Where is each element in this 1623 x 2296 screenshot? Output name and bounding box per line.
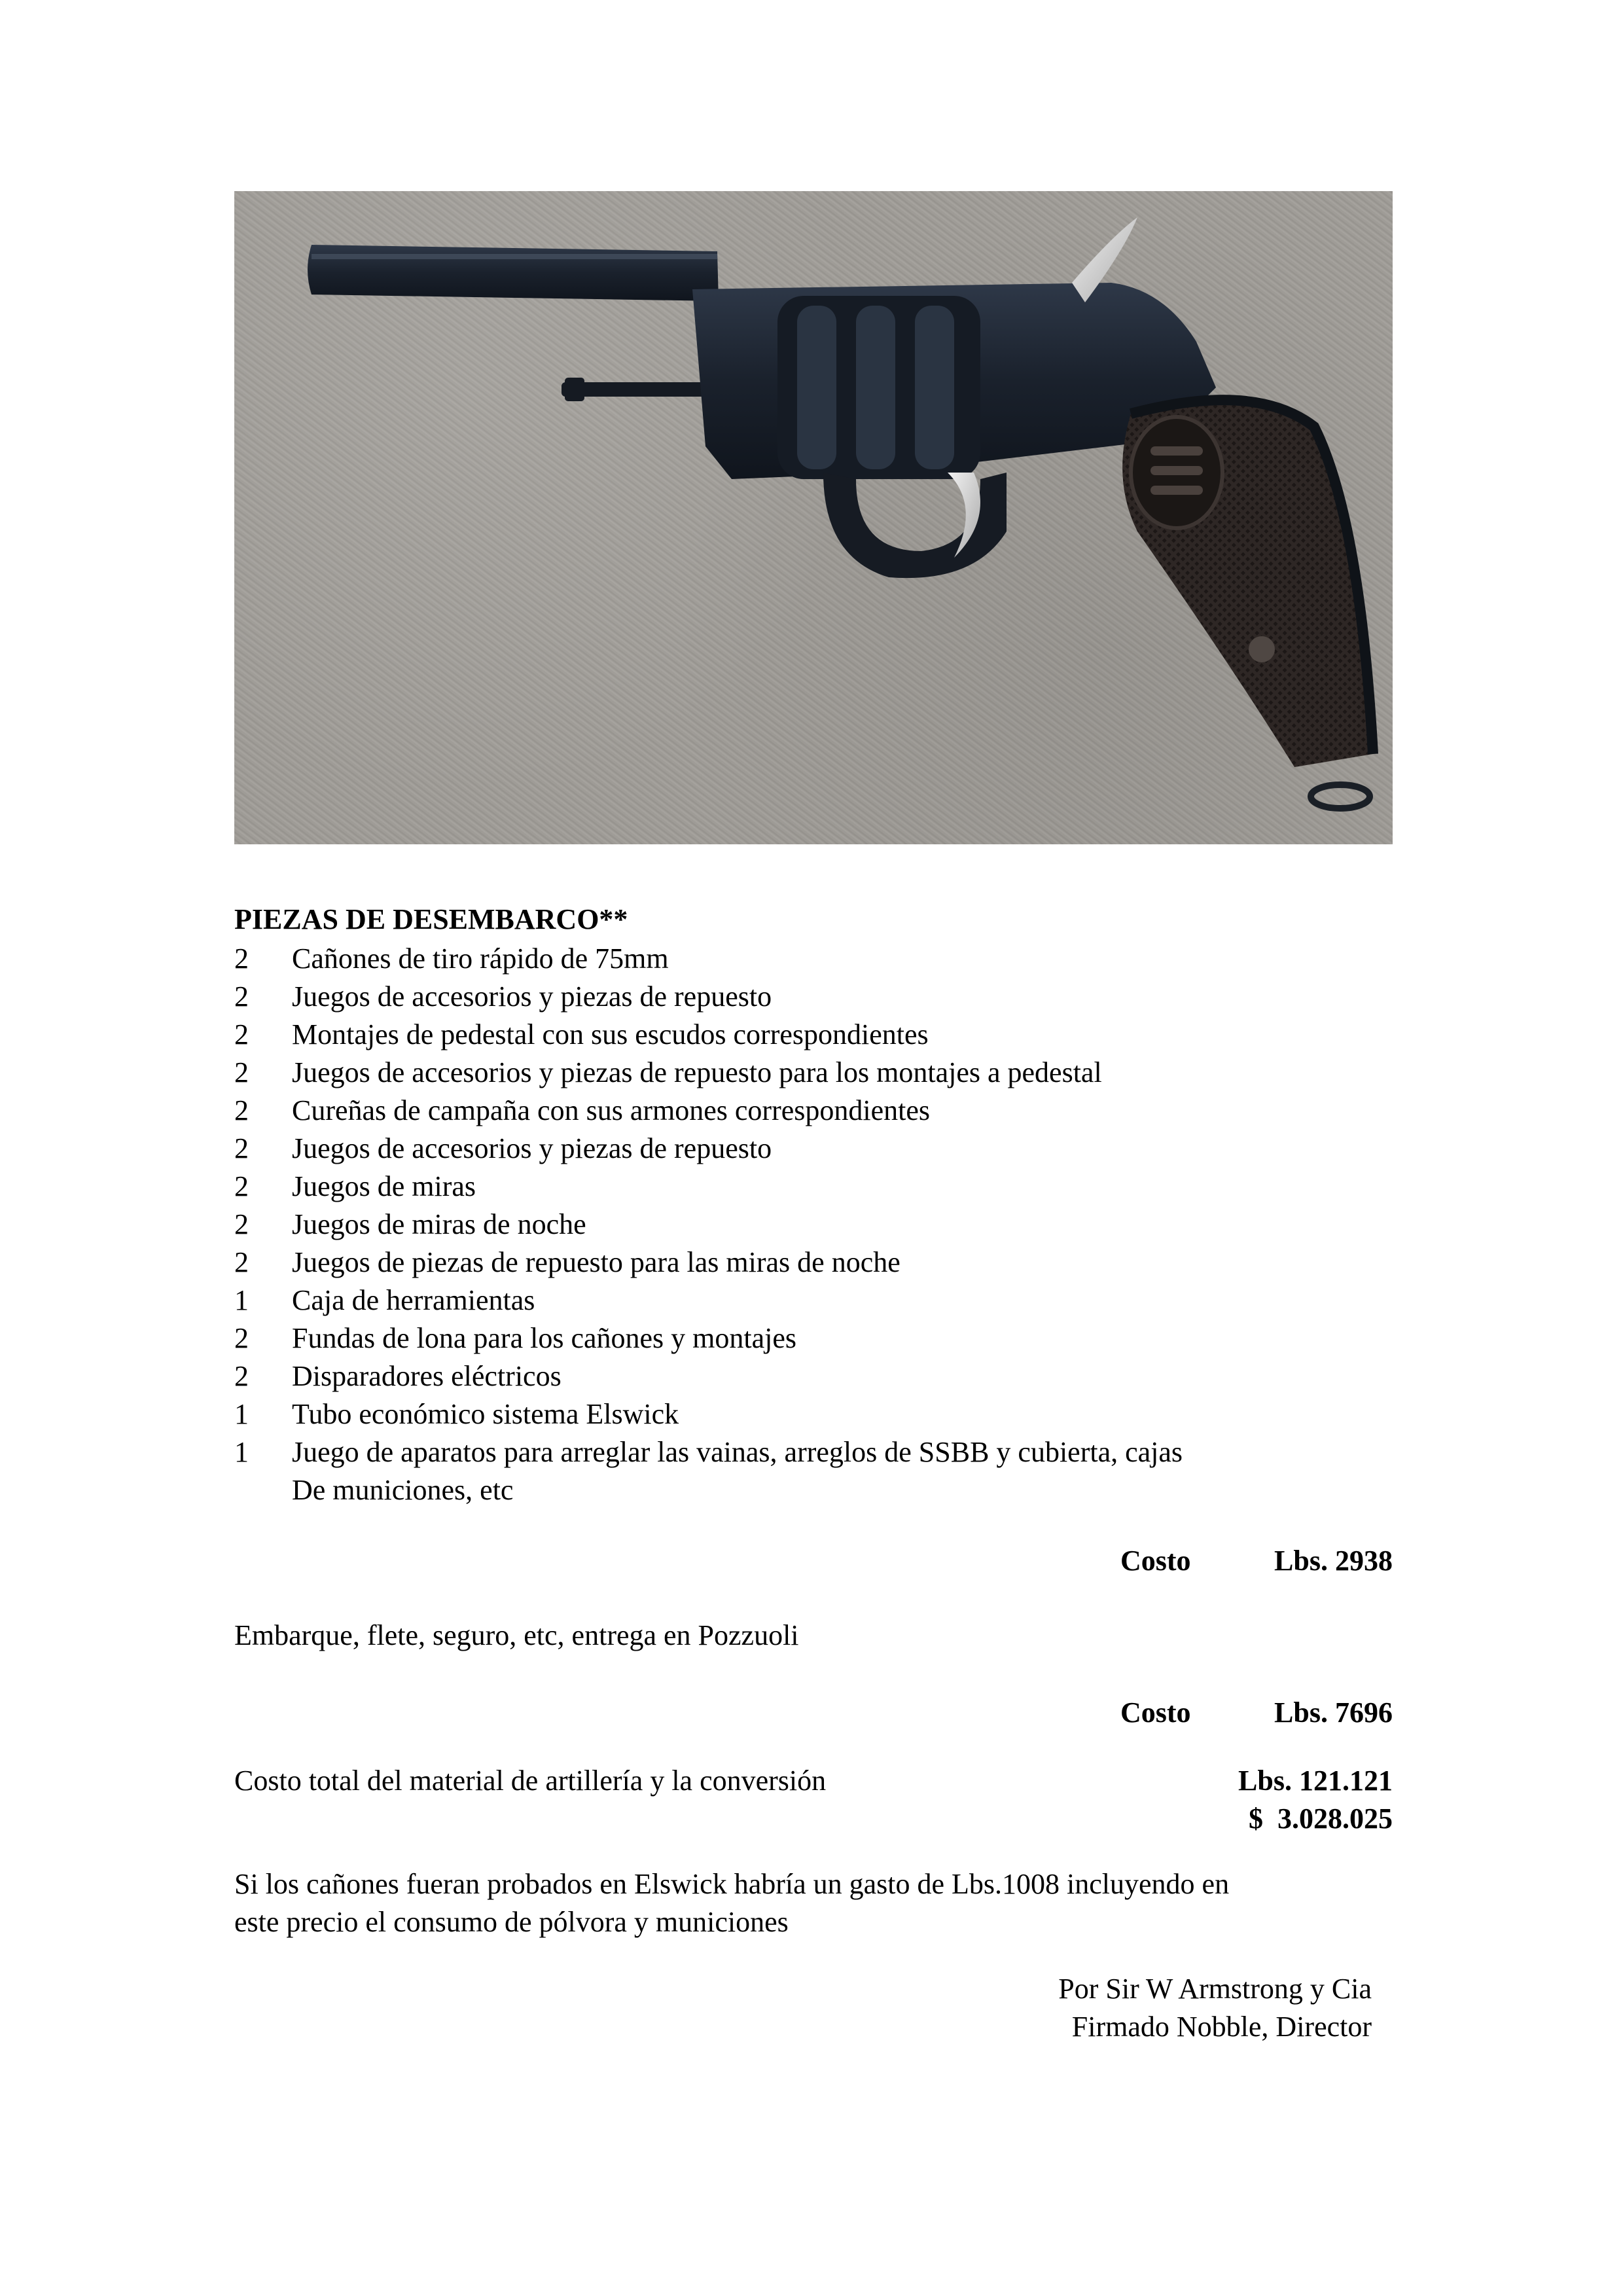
list-item [234,1357,1393,1395]
revolver-illustration [234,191,1393,844]
total-lbs: Lbs. 121.121 [1238,1765,1393,1797]
item-quantity: 2 [234,1170,249,1202]
item-quantity: 2 [234,1094,249,1126]
revolver-photo [234,191,1393,844]
list-item [234,1395,1393,1433]
note-line-1: Si los cañones fueran probados en Elswick habría un gasto de Lbs.1008 incluyendo en [234,1868,1230,1900]
cost-value: Lbs. 2938 [1274,1545,1393,1577]
item-description: Disparadores eléctricos [292,1360,562,1392]
list-item [234,1433,1393,1506]
list-item [234,1092,1393,1130]
item-description: Juegos de miras de noche [292,1208,586,1240]
item-quantity: 2 [234,1246,249,1278]
item-quantity: 2 [234,942,249,975]
list-item [234,1319,1393,1357]
item-quantity: 2 [234,1056,249,1088]
total-usd: $ 3.028.025 [1249,1803,1393,1835]
list-item [234,1282,1393,1319]
list-item [234,1130,1393,1168]
cost-label: Costo [1120,1696,1191,1729]
item-description: Juegos de accesorios y piezas de repuesto [292,1132,772,1164]
item-description: Juegos de miras [292,1170,476,1202]
item-description: Juegos de accesorios y piezas de repuesto [292,980,772,1013]
parts-list [234,940,1393,1506]
list-item [234,940,1393,978]
item-description: Fundas de lona para los cañones y montajes [292,1322,797,1354]
list-item [234,1016,1393,1054]
item-description: Juegos de piezas de repuesto para las miras de noche [292,1246,901,1278]
item-quantity: 2 [234,1018,249,1050]
note-line-2: este precio el consumo de pólvora y municiones [234,1906,789,1938]
item-quantity: 2 [234,1132,249,1164]
item-quantity: 1 [234,1398,249,1430]
item-description: Tubo económico sistema Elswick [292,1398,679,1430]
item-quantity: 2 [234,1360,249,1392]
signature-line-1: Por Sir W Armstrong y Cia [1058,1973,1372,2005]
item-description: Cureñas de campaña con sus armones correspondientes [292,1094,931,1126]
item-description: Montajes de pedestal con sus escudos correspondientes [292,1018,929,1050]
cost-label: Costo [1120,1545,1191,1577]
item-quantity: 2 [234,980,249,1013]
item-description: Juegos de accesorios y piezas de repuesto para los montajes a pedestal [292,1056,1102,1088]
list-item [234,1244,1393,1282]
total-label: Costo total del material de artillería y la conversión [234,1765,827,1797]
cost-value: Lbs. 7696 [1274,1696,1393,1729]
item-quantity: 2 [234,1208,249,1240]
item-description: Cañones de tiro rápido de 75mm [292,942,669,975]
shipping-line: Embarque, flete, seguro, etc, entrega en Pozzuoli [234,1619,799,1651]
item-description: Juego de aparatos para arreglar las vainas, arreglos de SSBB y cubierta, cajas [292,1436,1183,1468]
list-item [234,1054,1393,1092]
list-item [234,978,1393,1016]
item-quantity: 2 [234,1322,249,1354]
section-title: PIEZAS DE DESEMBARCO** [234,903,628,935]
item-description-continuation: De municiones, etc [292,1474,514,1506]
item-description: Caja de herramientas [292,1284,535,1316]
item-quantity: 1 [234,1284,249,1316]
list-item [234,1168,1393,1206]
item-quantity: 1 [234,1436,249,1468]
signature-line-2: Firmado Nobble, Director [1071,2011,1372,2043]
list-item [234,1206,1393,1244]
